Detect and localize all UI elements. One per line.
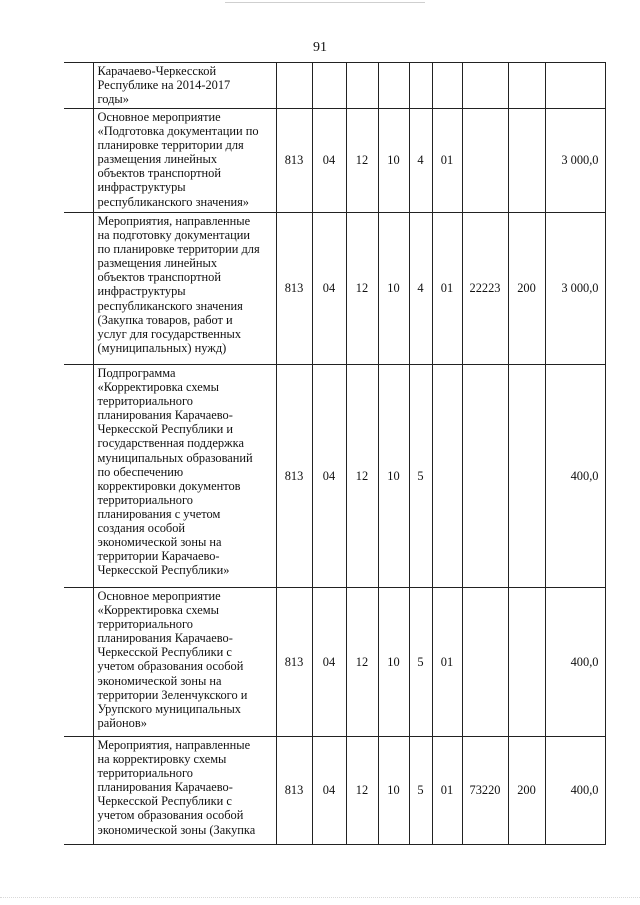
row-name-line: республиканского значения» [97, 194, 250, 209]
amount-cell: 400,0 [545, 365, 605, 588]
code-gr-cell: 813 [276, 588, 312, 737]
amount-cell: 400,0 [545, 588, 605, 737]
row-name-line: услуг для государственных [97, 326, 242, 341]
row-name-line: (Закупка товаров, работ и [97, 312, 233, 327]
code-program-cell: 10 [378, 109, 409, 213]
code-gr-cell: 813 [276, 109, 312, 213]
row-name-line: Черкесской Республики» [97, 563, 230, 578]
code-rz-cell: 04 [312, 588, 346, 737]
code-direction-cell: 22223 [462, 213, 508, 365]
row-name-cell [93, 63, 276, 109]
row-name-line: объектов транспортной [97, 270, 221, 285]
row-name-line: учетом образования особой [97, 808, 244, 823]
amount-cell: 400,0 [545, 737, 605, 845]
budget-table [64, 62, 606, 845]
row-name-line: территориального [97, 617, 193, 632]
code-direction-cell [462, 63, 508, 109]
code-event-cell: 01 [432, 737, 462, 845]
code-rz-cell: 04 [312, 109, 346, 213]
row-name-line: создания особой [97, 521, 186, 536]
code-program-cell: 10 [378, 588, 409, 737]
table-row [64, 213, 605, 365]
row-name-line: на подготовку документации [97, 228, 251, 243]
row-name-line: Основное мероприятие [97, 589, 221, 603]
row-name-line: планирования Карачаево- [97, 780, 233, 795]
code-program-cell: 10 [378, 365, 409, 588]
row-name-line: объектов транспортной [97, 166, 221, 181]
row-name-line: Черкесской Республики и [97, 422, 233, 437]
row-name-line: на корректировку схемы [97, 752, 227, 767]
row-name-line: корректировки документов [97, 478, 241, 493]
row-name-line: инфраструктуры [97, 284, 186, 299]
row-name-line: планирования Карачаево- [97, 408, 233, 423]
code-gr-cell: 813 [276, 737, 312, 845]
table-row [64, 63, 605, 109]
code-expense-type-cell [508, 588, 545, 737]
code-rz-cell [312, 63, 346, 109]
code-event-cell: 01 [432, 109, 462, 213]
code-rz-cell: 04 [312, 737, 346, 845]
code-expense-type-cell [508, 109, 545, 213]
row-name-cell [93, 109, 276, 213]
row-name-cell [93, 213, 276, 365]
code-event-cell: 01 [432, 588, 462, 737]
code-event-cell [432, 63, 462, 109]
row-name-line: территориального [97, 492, 193, 507]
code-pr-cell: 12 [346, 365, 378, 588]
row-index-cell [64, 365, 93, 588]
row-name-line: территории Зеленчукского и [97, 687, 248, 702]
code-program-cell [378, 63, 409, 109]
row-name-line: Черкесской Республики с [97, 645, 232, 660]
row-index-cell [64, 213, 93, 365]
scan-top-rule [225, 2, 425, 3]
table-row [64, 737, 605, 845]
row-name-cell [93, 365, 276, 588]
row-index-cell [64, 63, 93, 109]
code-expense-type-cell: 200 [508, 737, 545, 845]
row-name-line: Карачаево-Черкесской [97, 64, 217, 78]
row-index-cell [64, 109, 93, 213]
row-name-line: Мероприятия, направленные [97, 214, 251, 228]
code-pr-cell: 12 [346, 737, 378, 845]
row-name-line: размещения линейных [97, 152, 218, 167]
row-name-line: по обеспечению [97, 464, 184, 479]
code-subprogram-cell: 5 [409, 588, 432, 737]
code-direction-cell [462, 109, 508, 213]
row-name-line: по планировке территории для [97, 242, 260, 257]
row-index-cell [64, 588, 93, 737]
row-name-line: планирования с учетом [97, 506, 221, 521]
code-rz-cell: 04 [312, 365, 346, 588]
row-index-cell [64, 737, 93, 845]
row-name-cell [93, 737, 276, 845]
row-name-line: территориального [97, 766, 193, 781]
code-program-cell: 10 [378, 213, 409, 365]
code-event-cell: 01 [432, 213, 462, 365]
row-name-line: территориального [97, 394, 193, 409]
row-name-line: «Подготовка документации по [97, 124, 259, 139]
row-name-line: экономической зоны (Закупка [97, 822, 256, 837]
row-name-line: Урупского муниципальных [97, 701, 241, 716]
code-event-cell [432, 365, 462, 588]
code-direction-cell [462, 365, 508, 588]
code-expense-type-cell [508, 63, 545, 109]
row-name-line: Основное мероприятие [97, 110, 221, 124]
row-name-line: Республике на 2014-2017 [97, 78, 231, 93]
row-name-line: Черкесской Республики с [97, 794, 232, 809]
row-name-line: республиканского значения [97, 298, 243, 313]
code-pr-cell: 12 [346, 588, 378, 737]
row-name-line: «Корректировка схемы [97, 380, 219, 395]
row-name-cell [93, 588, 276, 737]
code-gr-cell: 813 [276, 365, 312, 588]
amount-cell: 3 000,0 [545, 213, 605, 365]
row-name-line: районов» [97, 715, 147, 730]
row-name-line: государственная поддержка [97, 436, 244, 451]
row-name-line: годы» [97, 92, 129, 107]
code-pr-cell: 12 [346, 109, 378, 213]
code-subprogram-cell: 4 [409, 213, 432, 365]
code-direction-cell: 73220 [462, 737, 508, 845]
scan-bottom-edge [0, 897, 640, 898]
row-name-line: учетом образования особой [97, 659, 244, 674]
code-subprogram-cell: 5 [409, 365, 432, 588]
code-subprogram-cell [409, 63, 432, 109]
row-name-line: планирования Карачаево- [97, 631, 233, 646]
row-name-line: «Корректировка схемы [97, 603, 219, 618]
code-gr-cell [276, 63, 312, 109]
row-name-line: размещения линейных [97, 256, 218, 271]
row-name-line: (муниципальных) нужд) [97, 340, 227, 355]
row-name-line: Подпрограмма [97, 366, 176, 380]
code-subprogram-cell: 4 [409, 109, 432, 213]
code-expense-type-cell [508, 365, 545, 588]
row-name-line: экономической зоны на [97, 673, 222, 688]
amount-cell: 3 000,0 [545, 109, 605, 213]
row-name-line: муниципальных образований [97, 450, 253, 465]
code-pr-cell [346, 63, 378, 109]
table-row [64, 588, 605, 737]
code-subprogram-cell: 5 [409, 737, 432, 845]
table-row [64, 365, 605, 588]
row-name-line: территории Карачаево- [97, 549, 220, 564]
code-pr-cell: 12 [346, 213, 378, 365]
row-name-line: Мероприятия, направленные [97, 738, 251, 752]
table-row [64, 109, 605, 213]
row-name-line: экономической зоны на [97, 535, 222, 550]
code-expense-type-cell: 200 [508, 213, 545, 365]
row-name-line: инфраструктуры [97, 180, 186, 195]
code-rz-cell: 04 [312, 213, 346, 365]
code-gr-cell: 813 [276, 213, 312, 365]
row-name-line: планировке территории для [97, 138, 244, 153]
code-program-cell: 10 [378, 737, 409, 845]
page-number: 91 [313, 40, 327, 55]
code-direction-cell [462, 588, 508, 737]
budget-table-body [64, 63, 605, 845]
amount-cell [545, 63, 605, 109]
